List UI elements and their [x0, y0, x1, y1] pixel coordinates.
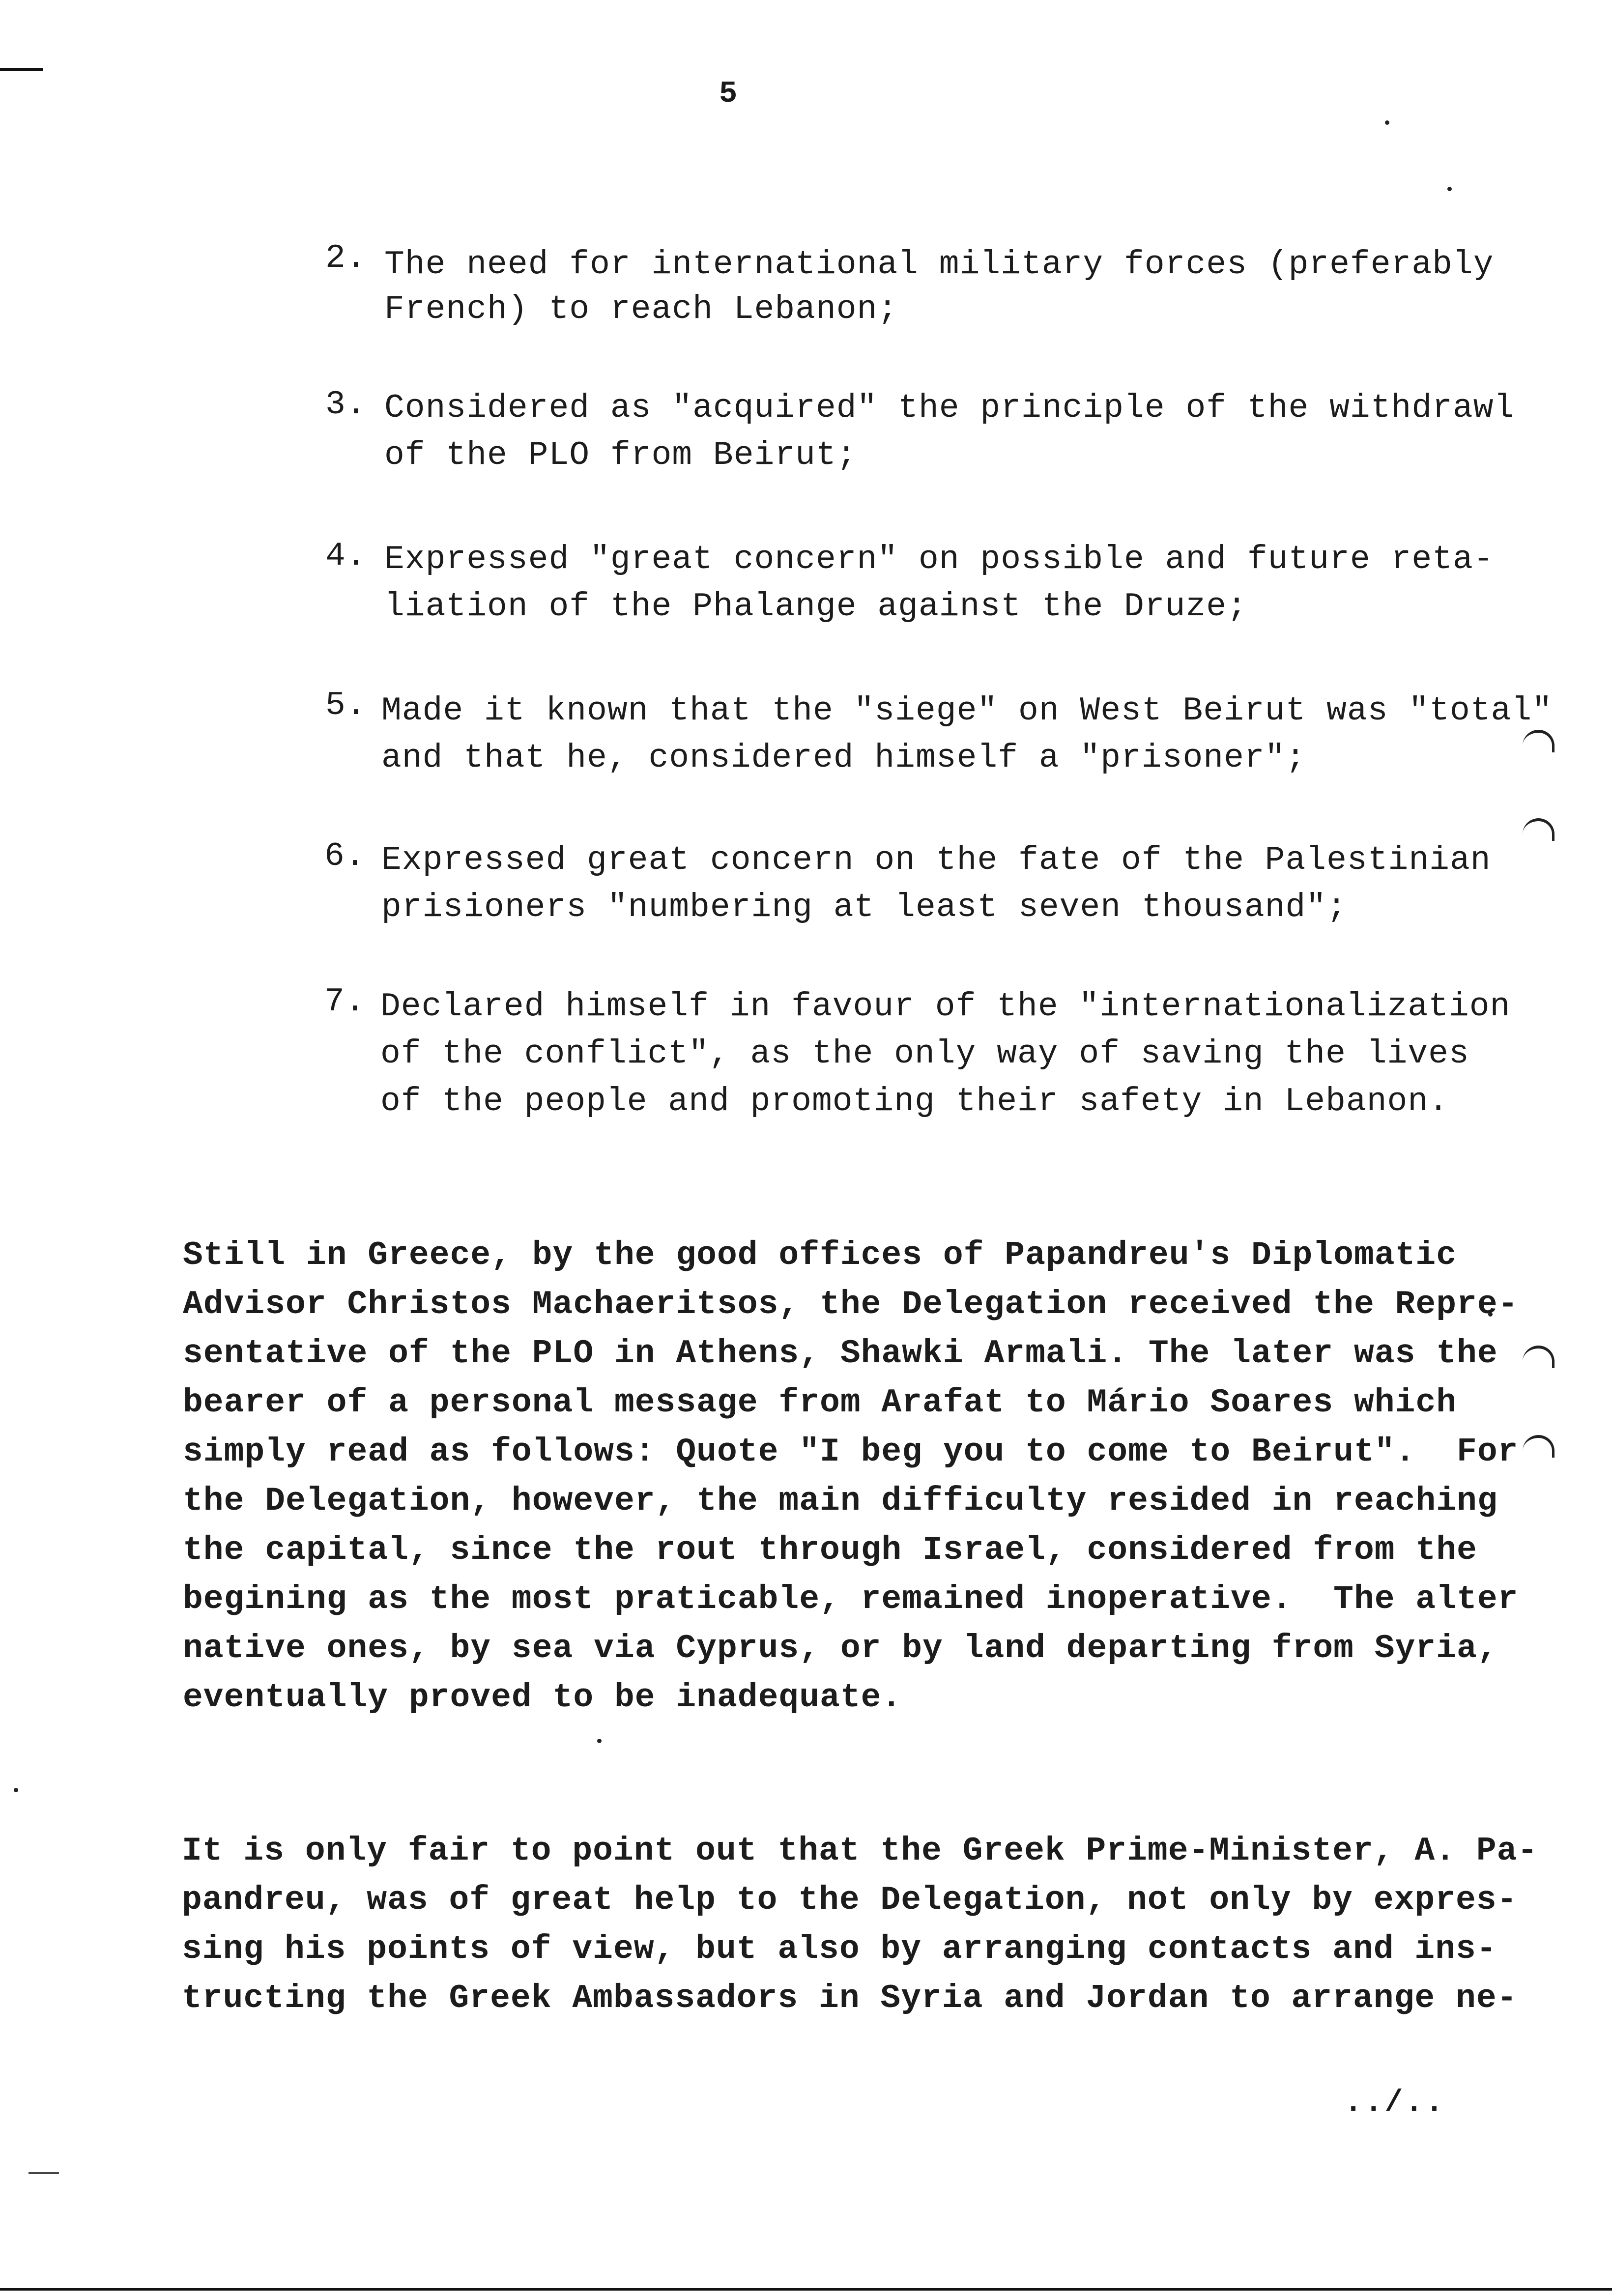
list-item-line: of the conflict", as the only way of saving the lives — [380, 1035, 1469, 1073]
list-item-line: Made it known that the "siege" on West Beirut was "total" — [381, 692, 1553, 730]
paragraph-line: native ones, by sea via Cyprus, or by land departing from Syria, — [183, 1630, 1498, 1667]
scan-mark-bottom-edge — [0, 2288, 1612, 2291]
list-item-line: prisioners "numbering at least seven thousand"; — [381, 889, 1347, 926]
paragraph-line: sentative of the PLO in Athens, Shawki Armali. The later was the — [183, 1335, 1498, 1373]
list-item-line: of the people and promoting their safety in Lebanon. — [380, 1083, 1449, 1120]
list-item-number: 6. — [324, 837, 366, 875]
binding-hole-mark — [1523, 1435, 1554, 1458]
binding-hole-mark — [1523, 818, 1554, 841]
paragraph-line: simply read as follows: Quote "I beg you to come to Beirut". For — [183, 1433, 1519, 1471]
scan-dot — [14, 1788, 18, 1792]
paragraph-line: It is only fair to point out that the Greek Prime-Minister, A. Pa- — [182, 1832, 1538, 1870]
list-item-line: French) to reach Lebanon; — [384, 290, 898, 328]
scan-dot — [597, 1739, 602, 1743]
list-item-line: Declared himself in favour of the "internationalization — [380, 988, 1511, 1026]
paragraph-line: tructing the Greek Ambassadors in Syria and Jordan to arrange ne- — [182, 1980, 1518, 2017]
paragraph-line: pandreu, was of great help to the Delegation, not only by expres- — [182, 1881, 1518, 1919]
paragraph-line: begining as the most praticable, remained inoperative. The alter — [183, 1580, 1519, 1618]
paragraph-line: Advisor Christos Machaeritsos, the Delegation received the Repre- — [183, 1286, 1519, 1323]
binding-hole-mark — [1523, 730, 1554, 752]
list-item-number: 4. — [325, 537, 367, 575]
list-item-number: 7. — [324, 983, 366, 1021]
scan-mark-bottom-left — [29, 2172, 59, 2174]
list-item-line: of the PLO from Beirut; — [384, 436, 857, 474]
continuation-mark: ../.. — [1344, 2085, 1446, 2120]
paragraph-line: the Delegation, however, the main difficulty resided in reaching — [183, 1482, 1498, 1520]
scan-dot — [1447, 187, 1452, 191]
list-item-line: Considered as "acquired" the principle of the withdrawl — [384, 389, 1515, 427]
scan-mark-top-left — [0, 68, 43, 71]
page-number: 5 — [719, 76, 738, 111]
paragraph-line: the capital, since the rout through Israel, considered from the — [183, 1531, 1477, 1569]
scan-dot — [1385, 120, 1389, 125]
paragraph-line: bearer of a personal message from Arafat to Mário Soares which — [183, 1384, 1457, 1422]
paragraph-line: eventually proved to be inadequate. — [183, 1679, 902, 1717]
list-item-line: The need for international military forces (preferably — [384, 246, 1494, 284]
paragraph-line: Still in Greece, by the good offices of Papandreu's Diplomatic — [183, 1236, 1457, 1274]
list-item-line: liation of the Phalange against the Druze; — [384, 588, 1247, 626]
list-item-number: 3. — [325, 386, 367, 424]
list-item-line: Expressed great concern on the fate of the Palestinian — [381, 841, 1491, 879]
list-item-line: and that he, considered himself a "prisoner"; — [381, 739, 1306, 777]
binding-hole-mark — [1523, 1346, 1554, 1368]
paragraph-line: sing his points of view, but also by arranging contacts and ins- — [182, 1930, 1497, 1968]
list-item-number: 2. — [325, 239, 367, 277]
list-item-number: 5. — [325, 687, 367, 724]
list-item-line: Expressed "great concern" on possible and future reta- — [384, 541, 1494, 578]
